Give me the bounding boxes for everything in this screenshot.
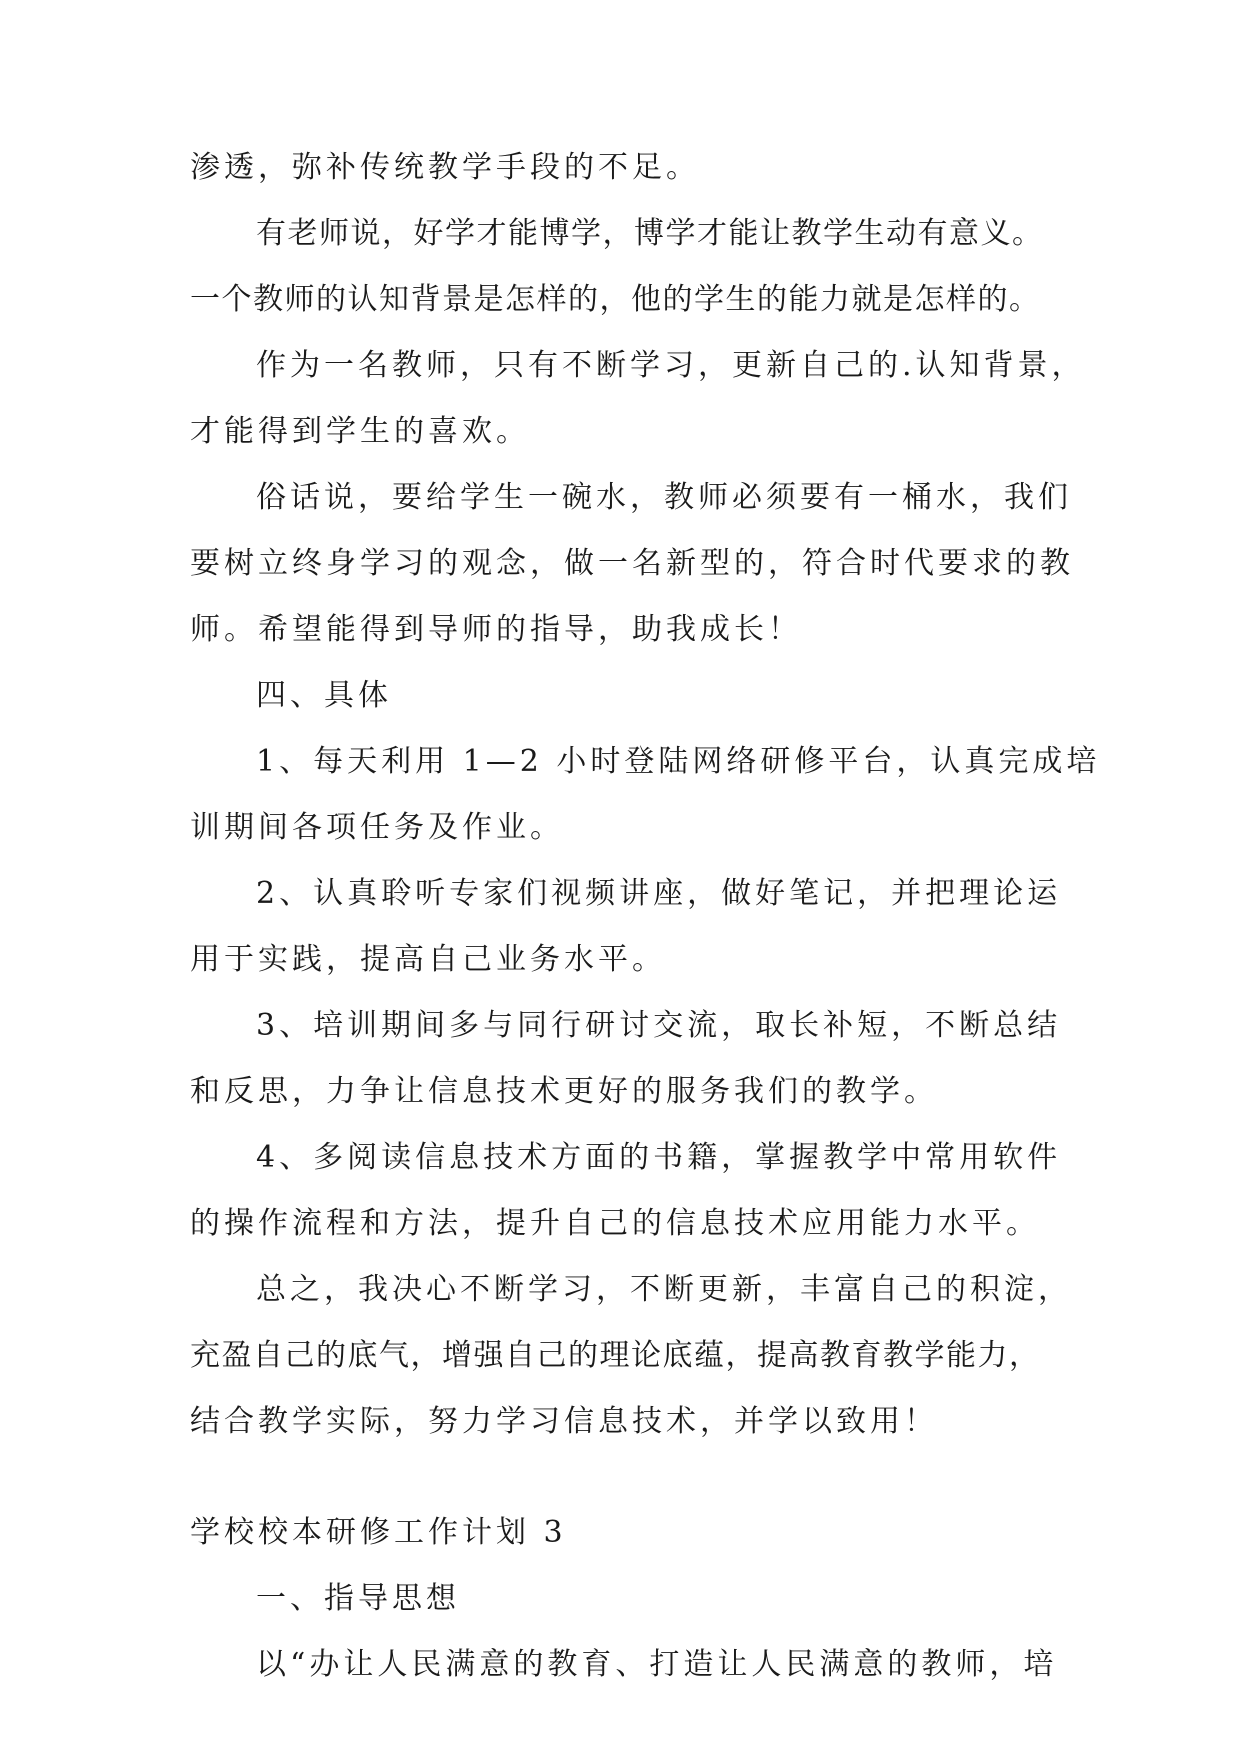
document-title: 学校校本研修工作计划 3 [190, 1515, 567, 1550]
paragraph-line: 一个教师的认知背景是怎样的，他的学生的能力就是怎样的。 [190, 282, 1041, 317]
paragraph-line: 结合教学实际，努力学习信息技术，并学以致用！ [190, 1404, 938, 1439]
paragraph-line: 充盈自己的底气，增强自己的理论底蕴，提高教育教学能力， [190, 1338, 1041, 1373]
list-item-line: 用于实践，提高自己业务水平。 [190, 942, 666, 977]
paragraph-line: 有老师说，好学才能博学，博学才能让教学生动有意义。 [256, 216, 1044, 251]
list-item-line: 1、每天利用 1—2 小时登陆网络研修平台，认真完成培 [256, 744, 1101, 779]
paragraph-line: 作为一名教师，只有不断学习，更新自己的.认知背景， [256, 348, 1086, 383]
paragraph-line: 渗透，弥补传统教学手段的不足。 [190, 150, 700, 185]
paragraph-line: 俗话说，要给学生一碗水，教师必须要有一桶水，我们 [256, 480, 1072, 515]
list-item-line: 2、认真聆听专家们视频讲座，做好笔记，并把理论运 [256, 876, 1062, 911]
list-item-line: 3、培训期间多与同行研讨交流，取长补短，不断总结 [256, 1008, 1062, 1043]
paragraph-line: 才能得到学生的喜欢。 [190, 414, 530, 449]
paragraph-line: 总之，我决心不断学习，不断更新，丰富自己的积淀， [256, 1272, 1072, 1307]
section-heading: 一、指导思想 [256, 1581, 460, 1616]
paragraph-line: 师。希望能得到导师的指导，助我成长！ [190, 612, 802, 647]
list-item-line: 4、多阅读信息技术方面的书籍，掌握教学中常用软件 [256, 1140, 1062, 1175]
paragraph-line: 以“办让人民满意的教育、打造让人民满意的教师，培 [256, 1647, 1058, 1682]
list-item-line: 训期间各项任务及作业。 [190, 810, 564, 845]
list-item-line: 和反思，力争让信息技术更好的服务我们的教学。 [190, 1074, 938, 1109]
list-item-line: 的操作流程和方法，提升自己的信息技术应用能力水平。 [190, 1206, 1040, 1241]
section-heading: 四、具体 [256, 678, 392, 713]
paragraph-line: 要树立终身学习的观念，做一名新型的，符合时代要求的教 [190, 546, 1074, 581]
